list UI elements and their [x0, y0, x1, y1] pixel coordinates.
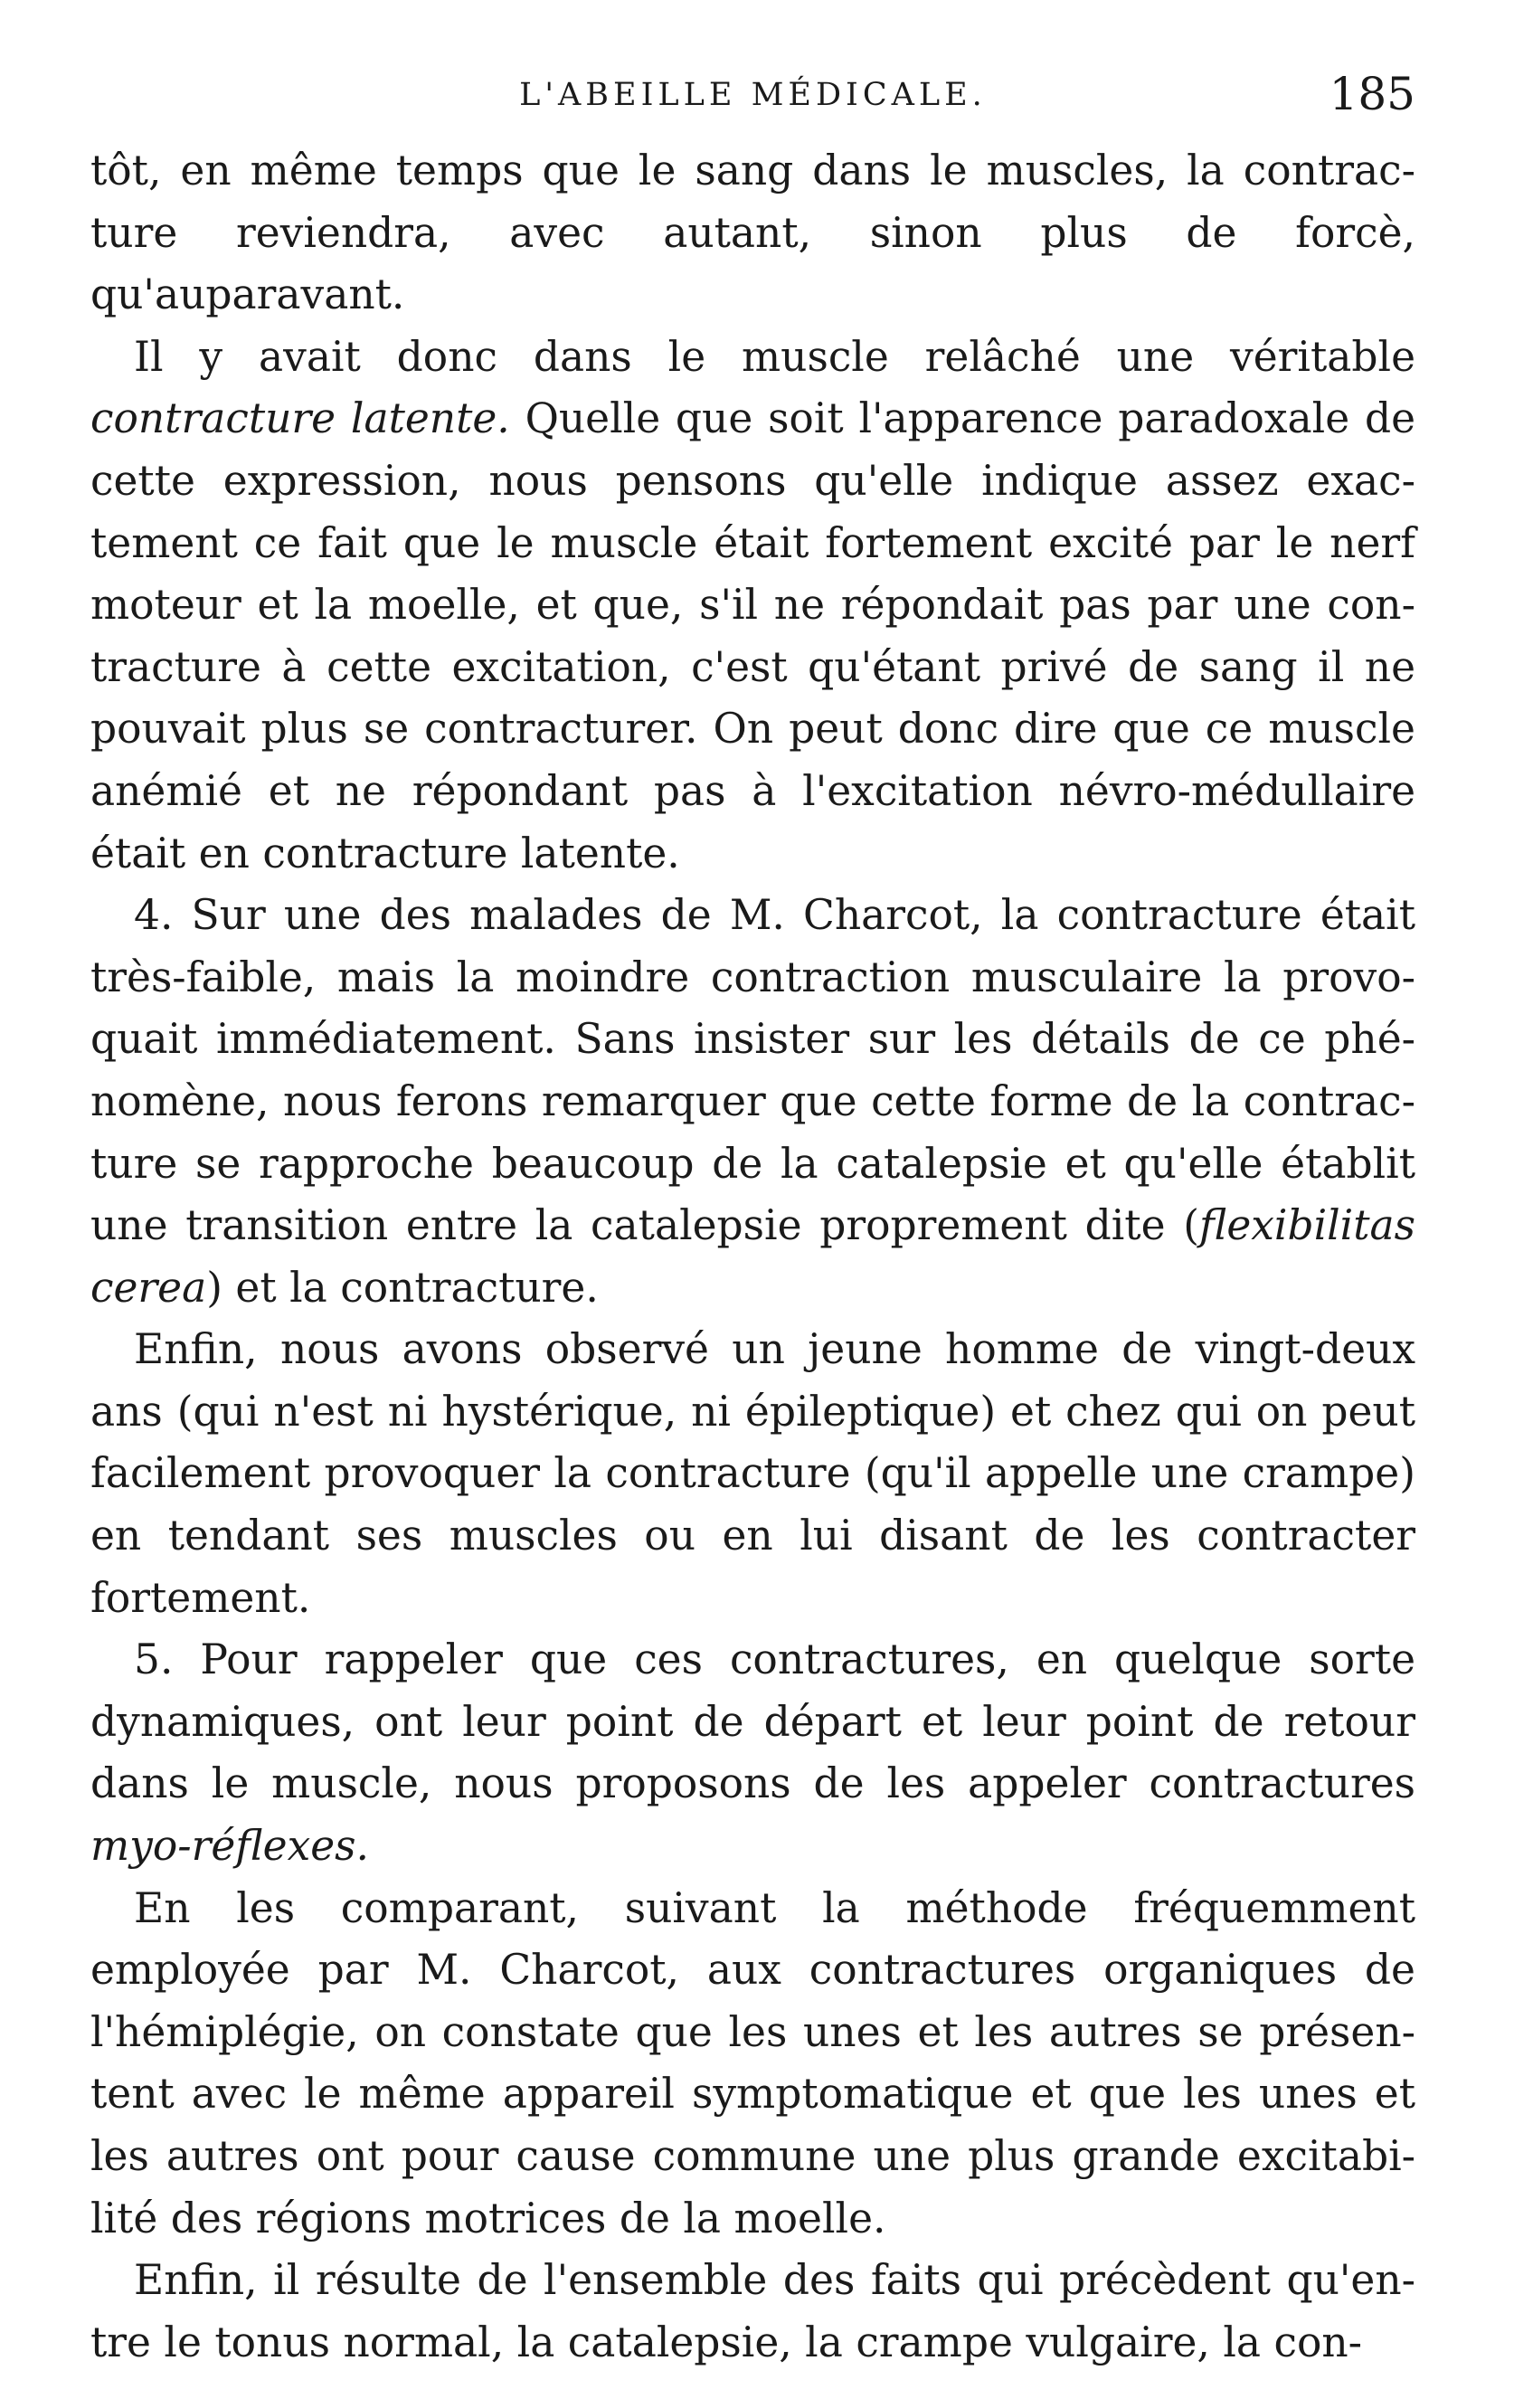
text-run: 5. Pour rappeler que ces contractures, en quelque sorte dynamiques, ont leur point de départ et leur point de retour dans le muscle, nous proposons de les appeler contractures — [90, 1635, 1415, 1808]
paragraph — [90, 2250, 1415, 2374]
paragraph — [90, 885, 1415, 1319]
text-run: Quelle que soit l'apparence paradoxale de cette expression, nous pensons qu'elle indique assez exactement ce fait que le muscle était fortement excité par le nerf moteur et la moelle, et que, s'il ne répondait pas par une contracture à cette excitation, c'est qu'étant privé de sang il ne pouvait plus se contracturer. On peut donc dire que ce muscle anémié et ne répondant pas à l'excitation névro-médullaire était en contracture latente. — [90, 394, 1415, 877]
text-run: Enfin, nous avons observé un jeune homme de vingt-deux ans (qui n'est ni hystérique, ni épileptique) et chez qui on peut facilement provoquer la contracture (qu'il appelle une crampe) en tendant ses muscles ou en lui disant de les contracter fortement. — [90, 1325, 1415, 1622]
paragraph — [90, 327, 1415, 885]
paragraph — [90, 140, 1415, 327]
italic-text-run: myo-réflexes. — [90, 1822, 369, 1871]
text-run: Enfin, il résulte de l'ensemble des faits qui précèdent qu'entre le tonus normal, la catalepsie, la crampe vulgaire, la con- — [90, 2256, 1415, 2366]
text-run: tôt, en même temps que le sang dans le muscles, la contracture reviendra, avec autant, sinon plus de forcè, qu'auparavant. — [90, 147, 1415, 319]
book-page — [90, 68, 1415, 2374]
page-number: 185 — [1329, 68, 1415, 120]
running-title: L'ABEILLE MÉDICALE. — [519, 77, 987, 113]
page-header — [90, 68, 1415, 140]
paragraph — [90, 1319, 1415, 1629]
italic-text-run: contracture latente. — [90, 394, 510, 443]
paragraph — [90, 1878, 1415, 2251]
text-run: ) et la contracture. — [206, 1263, 599, 1312]
text-run: En les comparant, suivant la méthode fréquemment employée par M. Charcot, aux contractures organiques de l'hémiplégie, on constate que les unes et les autres se présentent avec le même appareil symptomatique et que les unes et les autres ont pour cause commune une plus grande excitabilité des régions motrices de la moelle. — [90, 1883, 1415, 2242]
italic-text-run: flexibilitas cerea — [90, 1201, 1415, 1312]
body-text — [90, 140, 1415, 2374]
text-run: Il y avait donc dans le muscle relâché une véritable — [134, 332, 1415, 381]
paragraph — [90, 1629, 1415, 1877]
text-run: 4. Sur une des malades de M. Charcot, la contracture était très-faible, mais la moindre contraction musculaire la provoquait immédiatement. Sans insister sur les détails de ce phénomène, nous ferons remarquer que cette forme de la contracture se rapproche beaucoup de la catalepsie et qu'elle établit une transition entre la catalepsie proprement dite ( — [90, 891, 1415, 1250]
